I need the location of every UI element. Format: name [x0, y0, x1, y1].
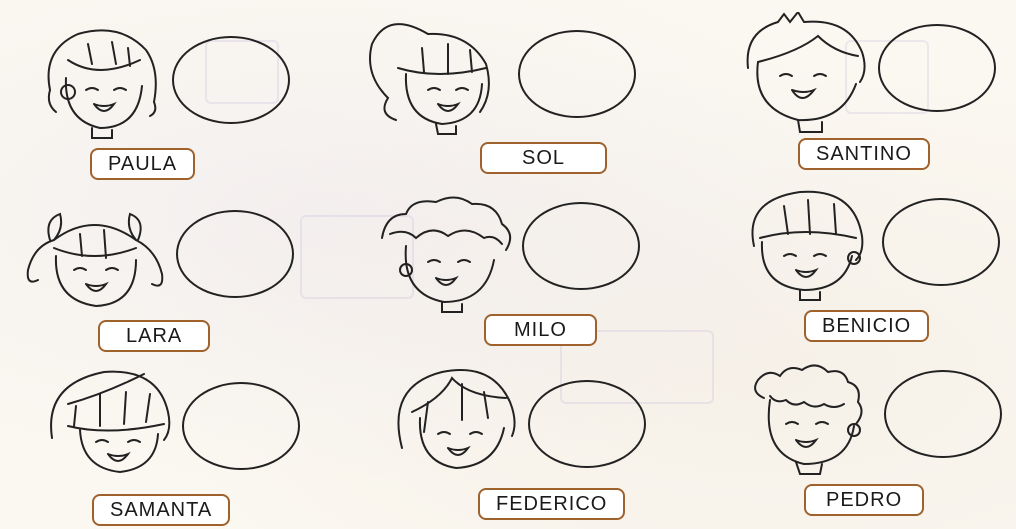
child-face-drawing	[392, 362, 532, 492]
kid-card-milo	[376, 194, 676, 354]
kid-card-lara	[24, 200, 324, 360]
kid-card-federico	[392, 362, 692, 522]
child-face-drawing	[738, 12, 878, 142]
kid-card-samanta	[44, 364, 344, 524]
child-face-drawing	[24, 200, 164, 330]
name-tag: LARA	[98, 320, 210, 352]
name-tag: SANTINO	[798, 138, 930, 170]
kid-card-pedro	[744, 362, 1016, 522]
child-face-drawing	[744, 362, 884, 492]
answer-circle[interactable]	[884, 370, 1002, 458]
name-tag: BENICIO	[804, 310, 929, 342]
answer-circle[interactable]	[518, 30, 636, 118]
answer-circle[interactable]	[528, 380, 646, 468]
child-face-drawing	[44, 364, 184, 494]
name-tag: SAMANTA	[92, 494, 230, 526]
child-face-drawing	[28, 20, 168, 150]
kid-card-paula	[28, 20, 328, 180]
name-tag: FEDERICO	[478, 488, 625, 520]
answer-circle[interactable]	[176, 210, 294, 298]
name-tag: SOL	[480, 142, 607, 174]
child-face-drawing	[368, 14, 508, 144]
answer-circle[interactable]	[882, 198, 1000, 286]
answer-circle[interactable]	[878, 24, 996, 112]
kid-card-santino	[738, 12, 1016, 172]
kid-card-benicio	[744, 186, 1016, 346]
child-face-drawing	[376, 194, 516, 324]
name-tag: MILO	[484, 314, 597, 346]
name-tag: PAULA	[90, 148, 195, 180]
answer-circle[interactable]	[172, 36, 290, 124]
answer-circle[interactable]	[522, 202, 640, 290]
name-tag: PEDRO	[804, 484, 924, 516]
answer-circle[interactable]	[182, 382, 300, 470]
child-face-drawing	[744, 186, 884, 316]
kid-card-sol	[368, 14, 668, 174]
